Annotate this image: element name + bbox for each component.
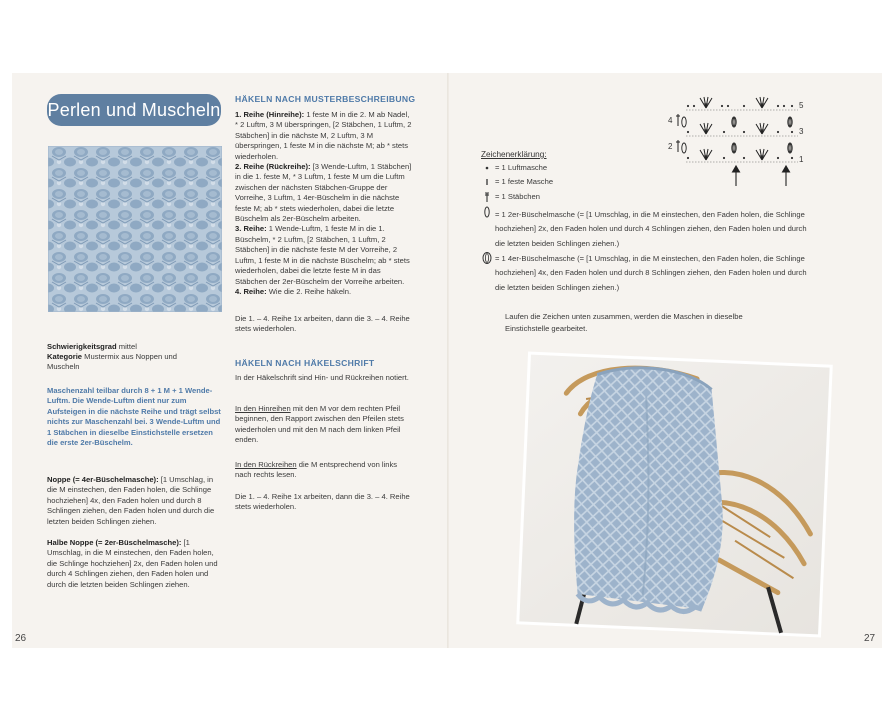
chart-row-2: 2: [668, 142, 673, 151]
row-3: 3. Reihe: 1 Wende-Luftm, 1 feste M in die 1. Büschelm, * 2 Luftm, [2 Stäbchen, 1 Luftm, 2 Stäbchen] in die nächste feste M der Vorreihe, 2 Luftm, 1 feste M in die nächste Büschelm; ab * stets wiederholen, dabei die letzte feste M in das Stäbchen der 2er-Büschelm der Vorreihe arbeiten.: [235, 224, 410, 286]
halbe-noppe-definition: Halbe Noppe (= 2er-Büschelmasche): [1 Umschlag, in die M einstechen, den Faden holen, die Schlinge hochziehen] 2x, den Faden holen und durch 4 Schlingen ziehen, den Faden holen und durch die letzten beiden Schlingen ziehen.: [47, 538, 218, 589]
single-crochet-icon: [481, 177, 495, 187]
legend-single-crochet: = 1 feste Masche: [495, 177, 554, 186]
crochet-swatch-photo: [48, 146, 222, 312]
scarf-chair-photo: [516, 351, 833, 637]
page-number-left: 26: [15, 633, 27, 644]
cluster-2-icon: [481, 205, 495, 219]
row-2: 2. Reihe (Rückreihe): [3 Wende-Luftm, 1 Stäbchen] in die 1. feste M, * 3 Luftm, 1 feste M um die Luftm zwischen der nächsten Stäbchen-Gruppe der Vorreihe, 3 Luftm, 1 4er-Büschelm in die nächste feste M; ab * stets wiederholen, dabei die letzte Büschelm als 2er-Büschelm arbeiten.: [235, 162, 412, 224]
legend-double-crochet: = 1 Stäbchen: [495, 192, 540, 201]
noppe-definition: Noppe (= 4er-Büschelmasche): [1 Umschlag, in die M einstechen, den Faden holen, die Schlinge hochziehen] 4x, den Faden holen und durch 8 Schlingen ziehen, den Faden holen und durch die letzten beiden Schlingen ziehen.: [47, 475, 215, 526]
chart-intro: In der Häkelschrift sind Hin- und Rückreihen notiert.: [235, 373, 409, 382]
category-line: Kategorie Mustermix aus Noppen und Muscheln: [47, 352, 178, 372]
row-instructions: [235, 110, 413, 297]
heading-chart-reading: HÄKELN NACH HÄKELSCHRIFT: [235, 358, 375, 368]
crochet-chart-diagram: [668, 92, 818, 188]
hinreihen-note: In den Hinreihen mit den M vor dem rechten Pfeil beginnen, den Rapport zwischen den Pfeilen stets wiederholen und mit den M nach dem linken Pfeil enden.: [235, 404, 404, 445]
legend-title: Zeichenerklärung:: [481, 150, 547, 159]
page-number-right: 27: [864, 633, 876, 644]
difficulty-line: Schwierigkeitsgrad mittel: [47, 342, 137, 351]
chart-row-4: 4: [668, 116, 673, 125]
page-title: Perlen und Muscheln: [47, 94, 221, 126]
legend-cluster-2: = 1 2er-Büschelmasche (= [1 Umschlag, in die M einstechen, den Faden holen, die Schlinge hochziehen] 2x, den Faden holen und durch 4 Schlingen ziehen, den Faden holen und durch die letzten beiden Schlingen ziehen.): [495, 210, 807, 248]
chart-note: Laufen die Zeichen unten zusammen, werden die Maschen in dieselbe Einstichstelle gearbeitet.: [505, 312, 743, 333]
stitch-count-note: Maschenzahl teilbar durch 8 + 1 M + 1 Wende-Luftm. Die Wende-Luftm dient nur zum Aufsteigen in die nächste Reihe und trägt selbst nichts zur Maschenzahl bei. 3 Wende-Luftm und 1 Stäbchen in dieselbe Einstichstelle ersetzen die erste 2er-Büschelm.: [47, 386, 221, 448]
chain-dot-icon: [481, 163, 495, 173]
heading-pattern-description: HÄKELN NACH MUSTERBESCHREIBUNG: [235, 94, 416, 104]
rueckreihen-note: In den Rückreihen die M entsprechend von links nach rechts lesen.: [235, 460, 398, 480]
repeat-note-1: Die 1. – 4. Reihe 1x arbeiten, dann die 3. – 4. Reihe stets wiederholen.: [235, 314, 410, 334]
legend-cluster-4: = 1 4er-Büschelmasche (= [1 Umschlag, in die M einstechen, den Faden holen, die Schlinge hochziehen] 4x, den Faden holen und durch 8 Schlingen ziehen, den Faden holen und durch die letzten beiden Schlingen ziehen.): [495, 254, 807, 292]
book-gutter: [447, 73, 449, 648]
chart-row-5: 5: [799, 101, 804, 110]
chain-dots: [687, 105, 793, 159]
cluster-4-icon: [480, 251, 496, 265]
double-crochet-icon: [481, 191, 495, 203]
legend-chain: = 1 Luftmasche: [495, 163, 548, 172]
row-4: 4. Reihe: Wie die 2. Reihe häkeln.: [235, 286, 352, 296]
repeat-note-2: Die 1. – 4. Reihe 1x arbeiten, dann die 3. – 4. Reihe stets wiederholen.: [235, 492, 410, 512]
chart-row-3: 3: [799, 127, 804, 136]
row-1: 1. Reihe (Hinreihe): 1 feste M in die 2. M ab Nadel, * 2 Luftm, 3 M überspringen, [2 Stäbchen, 1 Luftm, 2 Stäbchen] in die nächste M, 2 Luftm, 3 M überspringen, 1 feste M in die nächste M; ab * stets wiederholen.: [235, 110, 412, 161]
chart-row-1: 1: [799, 155, 804, 164]
